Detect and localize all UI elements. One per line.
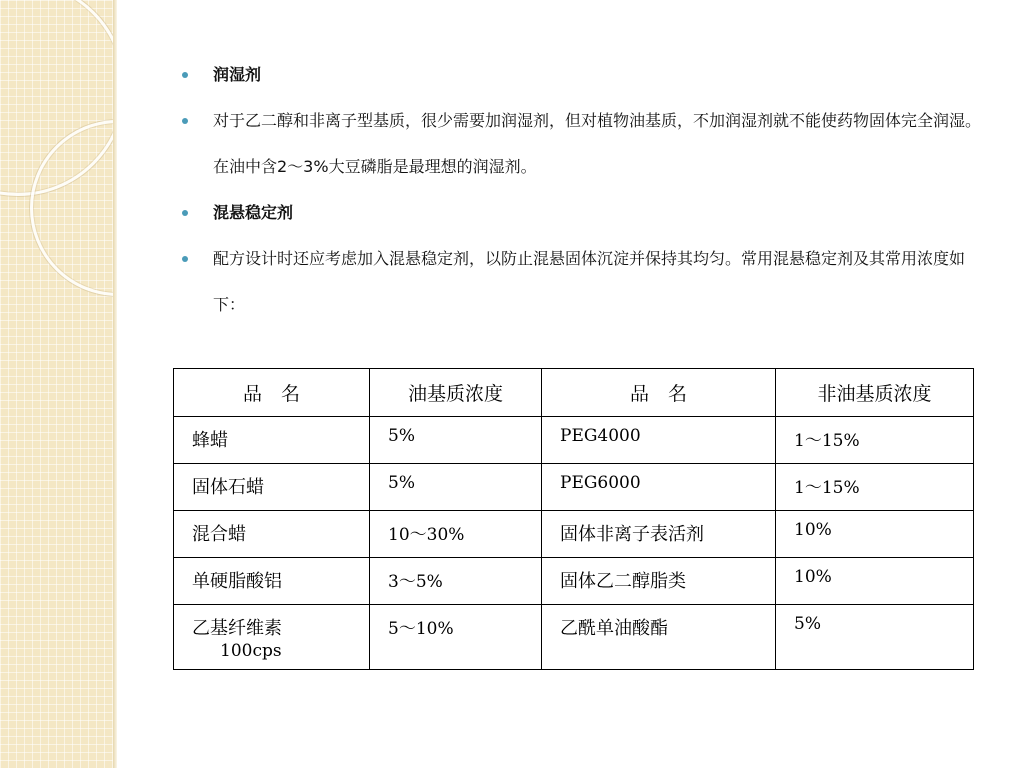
- cell-conc-oil: 3～5%: [370, 558, 542, 605]
- header-non-oil-base-concentration: 非油基质浓度: [776, 369, 974, 417]
- bullet-dot-icon: [182, 256, 188, 262]
- table-row: [174, 417, 974, 464]
- cell-conc-non-oil: 1～15%: [776, 464, 974, 511]
- bullet-text: 润湿剂: [213, 65, 262, 84]
- bullet-list: [180, 52, 995, 328]
- bullet-item-suspension-stabilizer: [180, 190, 995, 236]
- bullet-text: 混悬稳定剂: [213, 203, 294, 222]
- bullet-item-wetting-description: [180, 98, 995, 190]
- header-product-name-2: 品 名: [542, 369, 776, 417]
- bullet-dot-icon: [182, 210, 188, 216]
- cell-name-non-oil: 固体乙二醇脂类: [542, 558, 776, 605]
- cell-name-main: 乙基纤维素: [192, 618, 282, 639]
- cell-name-sub: 100cps: [220, 641, 282, 661]
- bullet-text: 配方设计时还应考虑加入混悬稳定剂，以防止混悬固体沉淀并保持其均匀。常用混悬稳定剂及其常用浓度如下：: [213, 249, 966, 314]
- side-strip-edge: [113, 0, 117, 768]
- table-row: [174, 558, 974, 605]
- cell-conc-non-oil: 10%: [776, 558, 974, 605]
- cell-conc-oil: 10～30%: [370, 511, 542, 558]
- table-header-row: [174, 369, 974, 417]
- cell-conc-non-oil: 5%: [776, 605, 974, 670]
- header-product-name: 品 名: [174, 369, 370, 417]
- cell-conc-oil: 5～10%: [370, 605, 542, 670]
- bullet-text: 对于乙二醇和非离子型基质，很少需要加润湿剂，但对植物油基质，不加润湿剂就不能使药物固体完全润湿。在油中含2～3%大豆磷脂是最理想的润湿剂。: [213, 111, 982, 176]
- cell-name-non-oil: 固体非离子表活剂: [542, 511, 776, 558]
- cell-name-oil: 固体石蜡: [174, 464, 370, 511]
- cell-conc-non-oil: 10%: [776, 511, 974, 558]
- cell-name-oil: 单硬脂酸铝: [174, 558, 370, 605]
- cell-conc-oil: 5%: [370, 417, 542, 464]
- table-row: [174, 605, 974, 670]
- table-row: [174, 464, 974, 511]
- cell-conc-non-oil: 1～15%: [776, 417, 974, 464]
- bullet-dot-icon: [182, 72, 188, 78]
- cell-name-non-oil: 乙酰单油酸酯: [542, 605, 776, 670]
- bullet-item-stabilizer-description: [180, 236, 995, 328]
- cell-name-oil: [174, 605, 370, 670]
- bullet-dot-icon: [182, 118, 188, 124]
- cell-name-non-oil: PEG6000: [542, 464, 776, 511]
- cell-name-oil: 蜂蜡: [174, 417, 370, 464]
- cell-name-oil: 混合蜡: [174, 511, 370, 558]
- cell-conc-oil: 5%: [370, 464, 542, 511]
- table-row: [174, 511, 974, 558]
- header-oil-base-concentration: 油基质浓度: [370, 369, 542, 417]
- decorative-side-strip: [0, 0, 113, 768]
- stabilizer-concentration-table: [173, 368, 974, 670]
- bullet-item-wetting-agent: [180, 52, 995, 98]
- cell-name-non-oil: PEG4000: [542, 417, 776, 464]
